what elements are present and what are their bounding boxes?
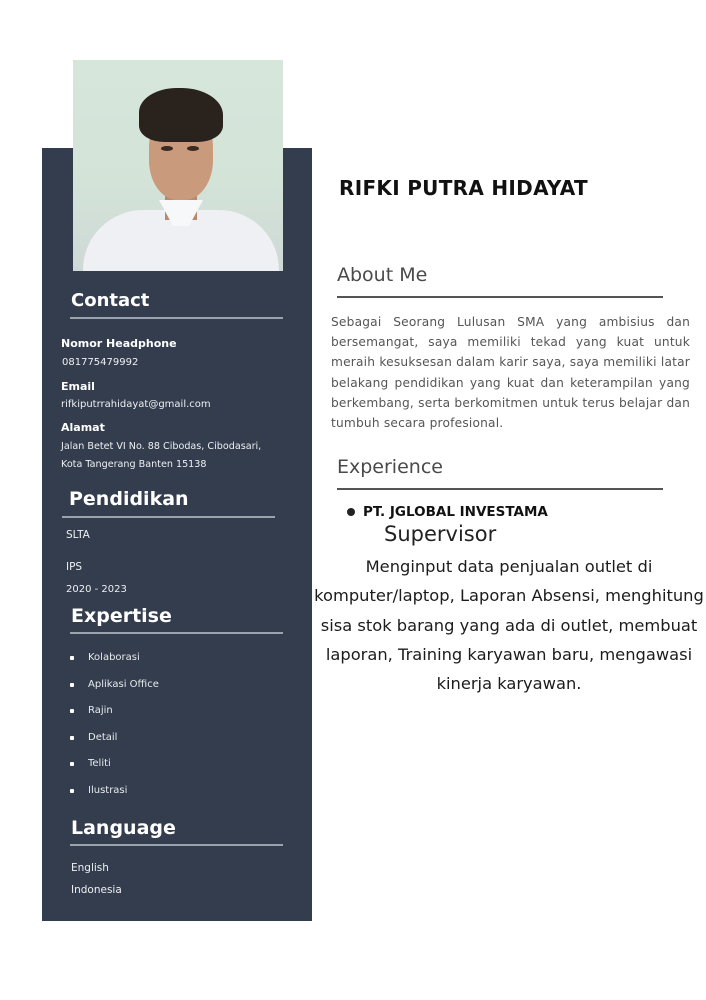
photo-eye-left (161, 146, 173, 151)
language-divider (70, 844, 283, 846)
education-years: 2020 - 2023 (66, 584, 127, 595)
photo-collar (159, 200, 203, 230)
address-line-1: Jalan Betet VI No. 88 Cibodas, Cibodasari, (61, 441, 262, 452)
expertise-item (70, 675, 159, 702)
photo-hair (139, 88, 223, 142)
expertise-heading: Expertise (71, 605, 172, 627)
experience-company: PT. JGLOBAL INVESTAMA (363, 504, 548, 520)
education-divider (62, 516, 275, 518)
address-label: Alamat (61, 421, 105, 434)
about-text: Sebagai Seorang Lulusan SMA yang ambisius dan bersemangat, saya memiliki tekad yang kuat untuk meraih kesuksesan dalam karir saya, saya memiliki latar belakang pendidikan yang kuat dan keterampilan yang berkembang, serta berkomitmen untuk terus belajar dan tumbuh secara profesional. (331, 315, 690, 431)
expertise-item (70, 648, 159, 675)
experience-heading: Experience (337, 456, 443, 478)
bullet-icon (70, 762, 74, 766)
education-major: IPS (66, 561, 83, 573)
about-divider (337, 296, 663, 298)
bullet-icon (70, 789, 74, 793)
phone-value: 081775479992 (62, 357, 139, 368)
about-heading: About Me (337, 264, 428, 286)
expertise-item (70, 728, 159, 755)
education-level: SLTA (66, 529, 90, 541)
bullet-icon (70, 709, 74, 713)
contact-heading: Contact (71, 290, 150, 311)
email-label: Email (61, 380, 95, 393)
experience-role: Supervisor (384, 522, 497, 546)
expertise-item-label: Ilustrasi (88, 784, 128, 796)
experience-divider (337, 488, 663, 490)
expertise-item-label: Rajin (88, 705, 113, 717)
full-name: RIFKI PUTRA HIDAYAT (339, 176, 588, 200)
expertise-item-label: Teliti (88, 758, 111, 770)
expertise-item (70, 781, 159, 808)
language-item: English (71, 862, 109, 874)
language-item: Indonesia (71, 884, 122, 896)
expertise-item (70, 701, 159, 728)
bullet-icon (347, 508, 355, 516)
experience-description: Menginput data penjualan outlet di komputer/laptop, Laporan Absensi, menghitung sisa stok barang yang ada di outlet, membuat laporan, Training karyawan baru, mengawasi kinerja karyawan. (314, 557, 704, 694)
expertise-item-label: Detail (88, 731, 118, 743)
expertise-item (70, 754, 159, 781)
education-heading: Pendidikan (69, 488, 189, 510)
bullet-icon (70, 656, 74, 660)
expertise-list (70, 648, 159, 808)
expertise-item-label: Kolaborasi (88, 652, 140, 663)
language-heading: Language (71, 817, 176, 839)
expertise-divider (70, 632, 283, 634)
profile-photo (73, 60, 283, 271)
bullet-icon (70, 736, 74, 740)
bullet-icon (70, 683, 74, 687)
expertise-item-label: Aplikasi Office (88, 678, 159, 690)
address-line-2: Kota Tangerang Banten 15138 (61, 459, 207, 470)
contact-divider (70, 317, 283, 319)
email-value: rifkiputrrahidayat@gmail.com (61, 399, 211, 410)
phone-label: Nomor Headphone (61, 337, 177, 350)
photo-eye-right (187, 146, 199, 151)
